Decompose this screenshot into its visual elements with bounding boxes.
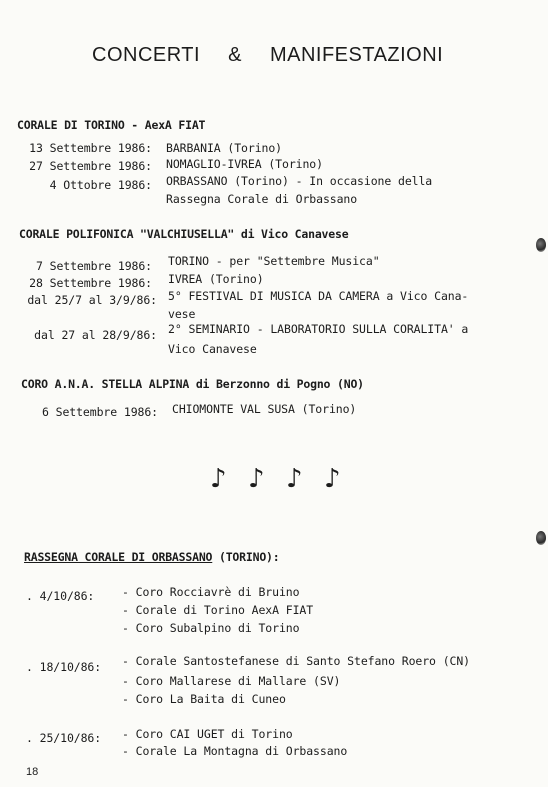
eighth-note-icon: ♪ <box>210 464 227 494</box>
title-left: CONCERTI <box>92 44 201 66</box>
event-text: 5° FESTIVAL DI MUSICA DA CAMERA a Vico Cana- <box>168 289 469 303</box>
event-date: dal 25/7 al 3/9/86: <box>27 293 157 307</box>
rassegna-item: - Coro La Baita di Cuneo <box>122 692 286 706</box>
event-date: 7 Settembre 1986: <box>35 259 152 273</box>
section-heading-corale-torino: CORALE DI TORINO - AexA FIAT <box>17 118 206 132</box>
rassegna-heading-rest: (TORINO): <box>212 550 280 564</box>
rassegna-item: - Coro CAI UGET di Torino <box>122 727 293 741</box>
page-title <box>92 44 443 67</box>
eighth-note-icon: ♪ <box>286 464 303 494</box>
title-ampersand: & <box>228 44 242 66</box>
event-text: CHIOMONTE VAL SUSA (Torino) <box>172 402 357 416</box>
event-text: NOMAGLIO-IVREA (Torino) <box>166 157 323 171</box>
event-text: ORBASSANO (Torino) - In occasione della <box>166 174 433 188</box>
event-date: 28 Settembre 1986: <box>29 276 152 290</box>
rassegna-item: - Corale Santostefanese di Santo Stefano Roero (CN) <box>122 654 471 668</box>
rassegna-item: - Corale di Torino AexA FIAT <box>122 603 314 617</box>
event-date: 4 Ottobre 1986: <box>49 178 152 192</box>
event-text: vese <box>168 307 196 321</box>
rassegna-date: . 18/10/86: <box>26 660 102 674</box>
rassegna-heading-underlined: RASSEGNA CORALE DI ORBASSANO <box>24 550 213 564</box>
eighth-note-icon: ♪ <box>324 464 341 494</box>
eighth-note-icon: ♪ <box>248 464 265 494</box>
event-date: dal 27 al 28/9/86: <box>34 328 157 342</box>
event-text: Rassegna Corale di Orbassano <box>166 192 358 206</box>
event-text: TORINO - per "Settembre Musica" <box>168 254 380 268</box>
page-number: 18 <box>26 766 39 778</box>
rassegna-date: . 4/10/86: <box>26 589 95 603</box>
rassegna-date: . 25/10/86: <box>26 731 102 745</box>
event-text: Vico Canavese <box>168 342 257 356</box>
title-right: MANIFESTAZIONI <box>269 44 444 66</box>
binder-hole <box>536 531 546 545</box>
rassegna-item: - Coro Subalpino di Torino <box>122 621 300 635</box>
rassegna-item: - Corale La Montagna di Orbassano <box>122 744 348 758</box>
section-heading-rassegna <box>24 550 280 564</box>
event-text: IVREA (Torino) <box>168 272 264 286</box>
event-date: 27 Settembre 1986: <box>29 159 152 173</box>
event-date: 6 Settembre 1986: <box>41 405 158 419</box>
event-date: 13 Settembre 1986: <box>29 141 152 155</box>
event-text: BARBANIA (Torino) <box>166 141 283 155</box>
binder-hole <box>536 238 546 252</box>
section-heading-valchiusella: CORALE POLIFONICA "VALCHIUSELLA" di Vico Canavese <box>19 227 349 241</box>
rassegna-item: - Coro Rocciavrè di Bruino <box>122 585 300 599</box>
rassegna-item: - Coro Mallarese di Mallare (SV) <box>122 674 341 688</box>
section-heading-stella-alpina: CORO A.N.A. STELLA ALPINA di Berzonno di Pogno (NO) <box>21 377 364 391</box>
event-text: 2° SEMINARIO - LABORATORIO SULLA CORALITA' a <box>168 322 469 336</box>
